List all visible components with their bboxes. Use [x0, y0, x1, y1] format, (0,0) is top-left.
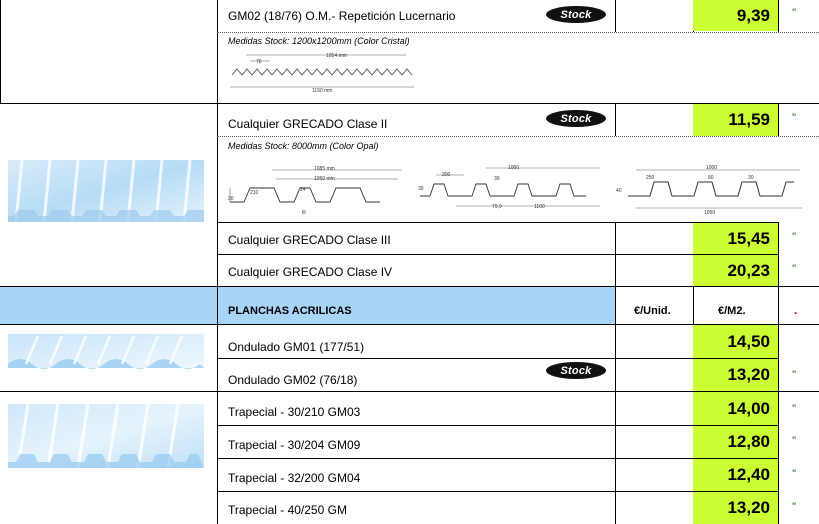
dim-label: 1100: [534, 204, 545, 210]
price-cell: 13,20: [693, 359, 778, 391]
grecado-profile-diagram-1: [228, 160, 408, 218]
dim-label: 79,9: [492, 204, 502, 210]
dim-label: 80: [708, 175, 714, 181]
stock-measure-note: Medidas Stock: 8000mm (Color Opal): [228, 141, 379, 151]
gm02-profile-diagram: [228, 47, 418, 93]
column-header-mark: .: [794, 303, 798, 317]
column-divider: [217, 0, 218, 524]
dim-label: 30: [228, 196, 234, 202]
price-cell: 14,50: [693, 325, 778, 358]
price-cell: 13,20: [693, 492, 778, 524]
column-header-m2: €/M2.: [718, 305, 746, 317]
stock-measure-note: Medidas Stock: 1200x1200mm (Color Cristal): [228, 36, 410, 46]
dim-label: 1050: [704, 210, 716, 216]
price-cell: 12,80: [693, 426, 778, 458]
price-cell: 20,23: [693, 255, 778, 286]
price-cell: 11,59: [693, 104, 778, 136]
product-name: Trapecial - 32/200 GM04: [228, 471, 361, 485]
dim-label: 1054 mm: [326, 53, 347, 59]
product-name: Ondulado GM01 (177/51): [228, 340, 365, 354]
column-divider: [778, 286, 779, 524]
dim-label: 250: [646, 175, 655, 181]
dim-label: 1150 mm: [312, 88, 333, 93]
row-separator: [217, 32, 819, 33]
dim-label: 1085 mm: [314, 166, 335, 172]
dim-label: 24: [300, 187, 306, 193]
note-mark: ": [792, 435, 797, 445]
dim-label: 30: [418, 186, 424, 192]
column-divider: [615, 286, 616, 524]
dim-label: 1000: [706, 165, 718, 171]
dim-label: 210: [250, 190, 259, 196]
column-divider: [778, 0, 779, 32]
column-divider: [615, 104, 616, 136]
price-cell: 14,00: [693, 392, 778, 425]
column-divider: [615, 0, 616, 32]
note-mark: ": [792, 501, 797, 511]
note-mark: ": [792, 468, 797, 478]
grecado-profile-diagram-3: [612, 160, 808, 216]
trapecial-sheet-image: [8, 404, 204, 476]
dim-label: 1050 mm: [314, 176, 335, 182]
grecado-profile-diagram-2: [416, 160, 606, 216]
dim-label: 40: [616, 188, 622, 194]
note-mark: ": [792, 112, 797, 122]
note-mark: ": [792, 7, 797, 17]
dim-label: fil: [302, 210, 306, 216]
product-name: Trapecial - 30/210 GM03: [228, 405, 361, 419]
column-header-unit: €/Unid.: [634, 305, 671, 317]
note-mark: ": [792, 369, 797, 379]
price-cell: 9,39: [693, 0, 778, 31]
note-mark: ": [792, 263, 797, 273]
price-cell: 12,40: [693, 459, 778, 491]
dim-label: 30: [748, 175, 754, 181]
product-name: GM02 (18/76) O.M.- Repetición Lucernario: [228, 9, 456, 23]
product-name: Cualquier GRECADO Clase III: [228, 233, 391, 247]
product-name: Cualquier GRECADO Clase II: [228, 117, 388, 131]
dim-label: 1000: [508, 165, 520, 171]
stock-badge: Stock: [546, 362, 606, 379]
column-divider: [778, 222, 779, 286]
stock-badge: Stock: [546, 110, 606, 127]
grecado-sheet-image: [8, 160, 204, 230]
column-divider: [217, 287, 218, 324]
left-border: [0, 0, 1, 104]
product-name: Trapecial - 40/250 GM: [228, 503, 347, 517]
note-mark: ": [792, 231, 797, 241]
stock-badge: Stock: [546, 6, 606, 23]
price-cell: 15,45: [693, 223, 778, 254]
note-mark: ": [792, 403, 797, 413]
ondulado-sheet-image: [8, 334, 204, 372]
dim-label: 76: [256, 59, 262, 65]
dim-label: 200: [442, 172, 451, 178]
column-divider: [778, 104, 779, 136]
product-name: Trapecial - 30/204 GM09: [228, 438, 361, 452]
section-title: PLANCHAS ACRILICAS: [228, 305, 352, 317]
product-name: Ondulado GM02 (76/18): [228, 373, 358, 387]
product-name: Cualquier GRECADO Clase IV: [228, 265, 393, 279]
dim-label: 30: [494, 176, 500, 182]
row-separator: [217, 136, 819, 137]
